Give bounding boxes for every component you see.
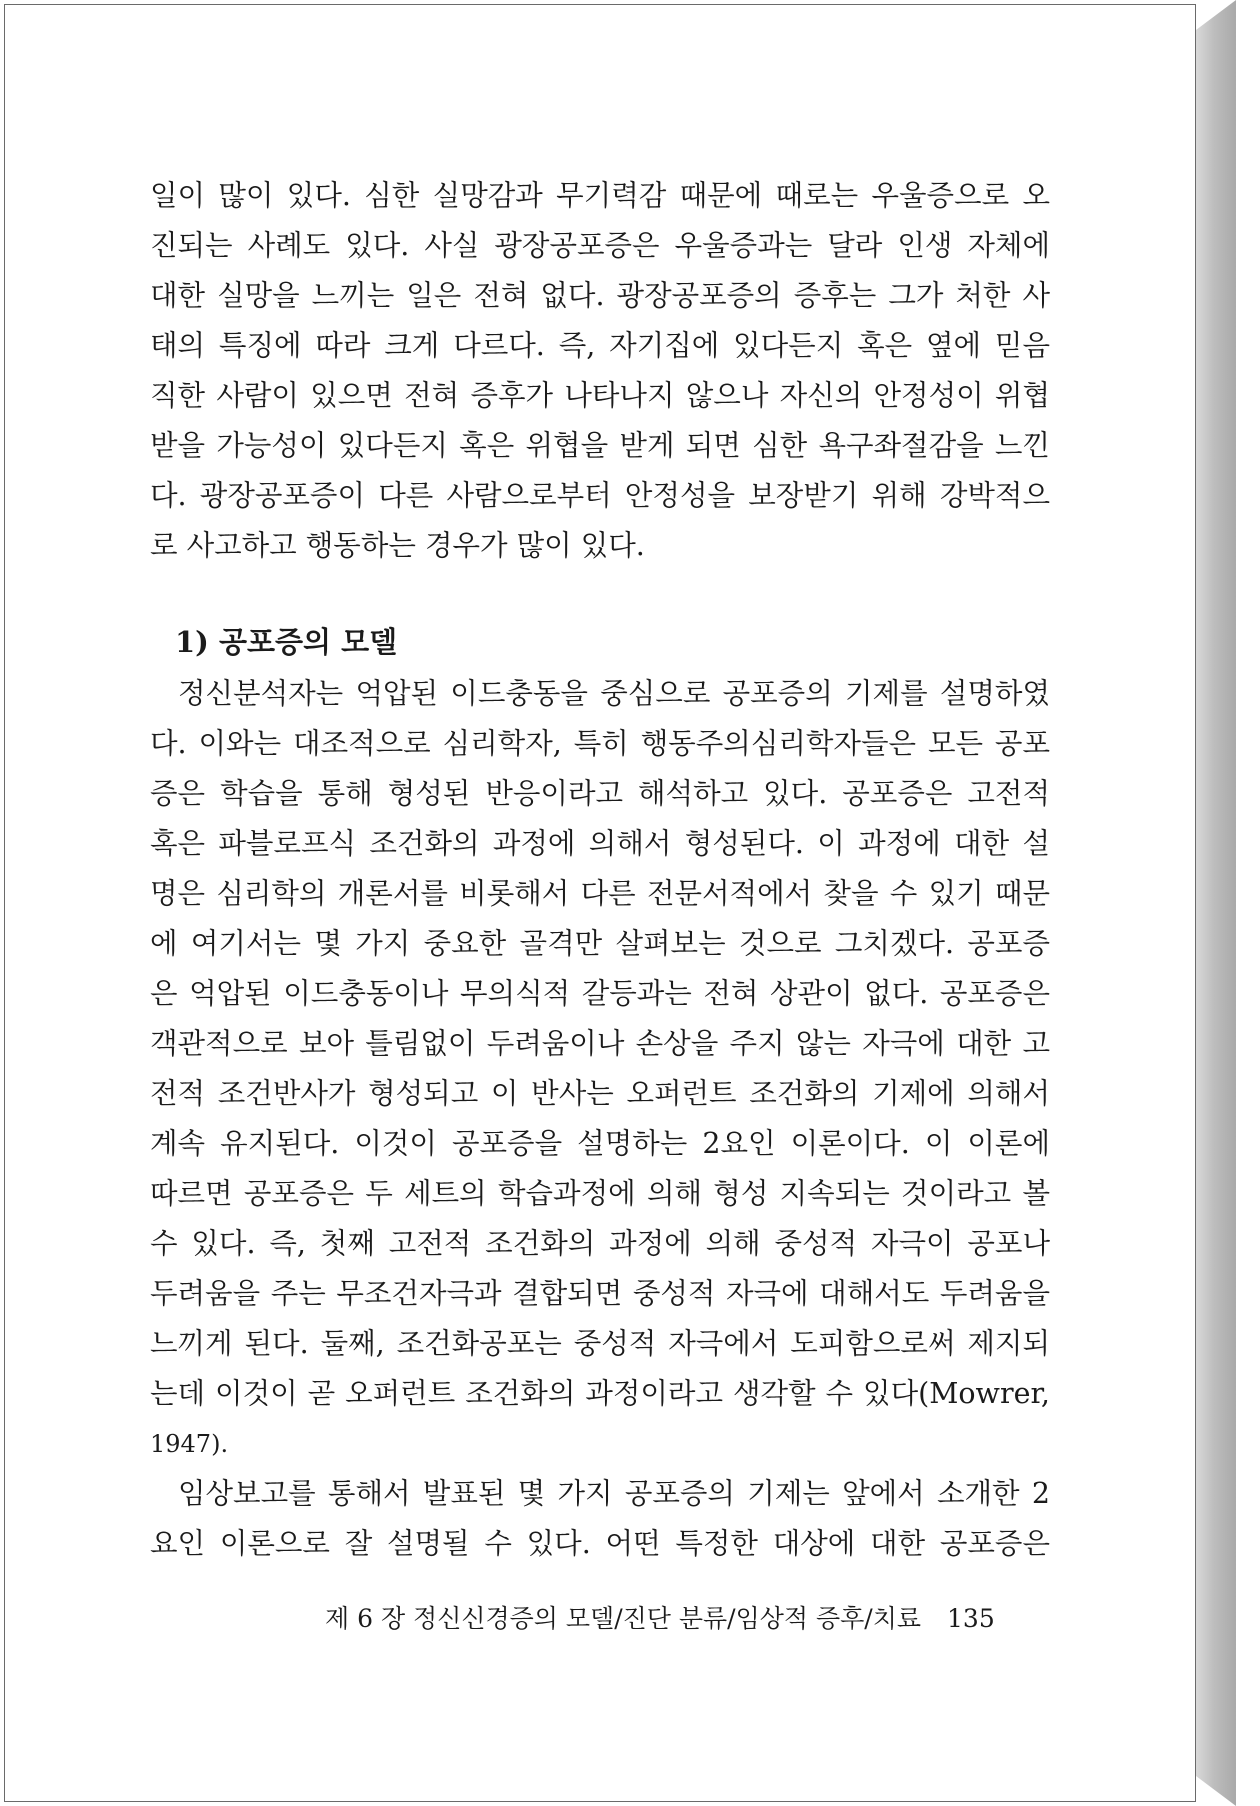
paragraph-line: 다. 이와는 대조적으로 심리학자, 특히 행동주의심리학자들은 모든 공포: [150, 727, 1050, 760]
page-stack-edge: [1196, 0, 1236, 1806]
page-edge-bottom-corner: [1196, 1776, 1236, 1806]
paragraph-line: 증은 학습을 통해 형성된 반응이라고 해석하고 있다. 공포증은 고전적: [150, 777, 1050, 810]
paragraph-line: 직한 사람이 있으면 전혀 증후가 나타나지 않으나 자신의 안정성이 위협: [150, 379, 1050, 412]
paragraph-line: 따르면 공포증은 두 세트의 학습과정에 의해 형성 지속되는 것이라고 볼: [150, 1177, 1050, 1210]
paragraph-line: 혹은 파블로프식 조건화의 과정에 의해서 형성된다. 이 과정에 대한 설: [150, 827, 1050, 860]
paragraph-line: 느끼게 된다. 둘째, 조건화공포는 중성적 자극에서 도피함으로써 제지되: [150, 1327, 1050, 1360]
paragraph-line: 정신분석자는 억압된 이드충동을 중심으로 공포증의 기제를 설명하였: [178, 677, 1050, 710]
paragraph-3: [150, 1469, 1050, 1569]
paragraph-2: [150, 669, 1050, 1469]
paragraph-line: 요인 이론으로 잘 설명될 수 있다. 어떤 특정한 대상에 대한 공포증은: [150, 1527, 1050, 1560]
paragraph-1: [150, 171, 1050, 571]
section-heading: 1) 공포증의 모델: [175, 625, 398, 659]
paragraph-line: 두려움을 주는 무조건자극과 결합되면 중성적 자극에 대해서도 두려움을: [150, 1277, 1050, 1310]
paragraph-line: 은 억압된 이드충동이나 무의식적 갈등과는 전혀 상관이 없다. 공포증은: [150, 977, 1050, 1010]
paragraph-line: 에 여기서는 몇 가지 중요한 골격만 살펴보는 것으로 그치겠다. 공포증: [150, 927, 1050, 960]
paragraph-line: 계속 유지된다. 이것이 공포증을 설명하는 2요인 이론이다. 이 이론에: [150, 1127, 1050, 1160]
paragraph-line: 진되는 사례도 있다. 사실 광장공포증은 우울증과는 달라 인생 자체에: [150, 229, 1050, 262]
paragraph-line: 명은 심리학의 개론서를 비롯해서 다른 전문서적에서 찾을 수 있기 때문: [150, 877, 1050, 910]
page-edge-top-corner: [1196, 0, 1236, 30]
page-number: 135: [947, 1604, 995, 1633]
book-page: [4, 4, 1196, 1802]
paragraph-line: 1947).: [150, 1430, 229, 1458]
running-footer: [325, 1599, 1025, 1639]
paragraph-line: 일이 많이 있다. 심한 실망감과 무기력감 때문에 때로는 우울증으로 오: [150, 179, 1050, 212]
paragraph-line: 수 있다. 즉, 첫째 고전적 조건화의 과정에 의해 중성적 자극이 공포나: [150, 1227, 1050, 1260]
paragraph-line: 받을 가능성이 있다든지 혹은 위협을 받게 되면 심한 욕구좌절감을 느낀: [150, 429, 1050, 462]
chapter-title: 제 6 장 정신신경증의 모델/진단 분류/임상적 증후/치료: [325, 1604, 922, 1633]
paragraph-line: 로 사고하고 행동하는 경우가 많이 있다.: [150, 529, 645, 562]
paragraph-line: 임상보고를 통해서 발표된 몇 가지 공포증의 기제는 앞에서 소개한 2: [178, 1477, 1050, 1510]
paragraph-line: 객관적으로 보아 틀림없이 두려움이나 손상을 주지 않는 자극에 대한 고: [150, 1027, 1050, 1060]
paragraph-line: 전적 조건반사가 형성되고 이 반사는 오퍼런트 조건화의 기제에 의해서: [150, 1077, 1050, 1110]
paragraph-line: 는데 이것이 곧 오퍼런트 조건화의 과정이라고 생각할 수 있다(Mowrer,: [150, 1377, 1050, 1410]
paragraph-line: 태의 특징에 따라 크게 다르다. 즉, 자기집에 있다든지 혹은 옆에 믿음: [150, 329, 1050, 362]
paragraph-line: 다. 광장공포증이 다른 사람으로부터 안정성을 보장받기 위해 강박적으: [150, 479, 1050, 512]
paragraph-line: 대한 실망을 느끼는 일은 전혀 없다. 광장공포증의 증후는 그가 처한 사: [150, 279, 1050, 312]
